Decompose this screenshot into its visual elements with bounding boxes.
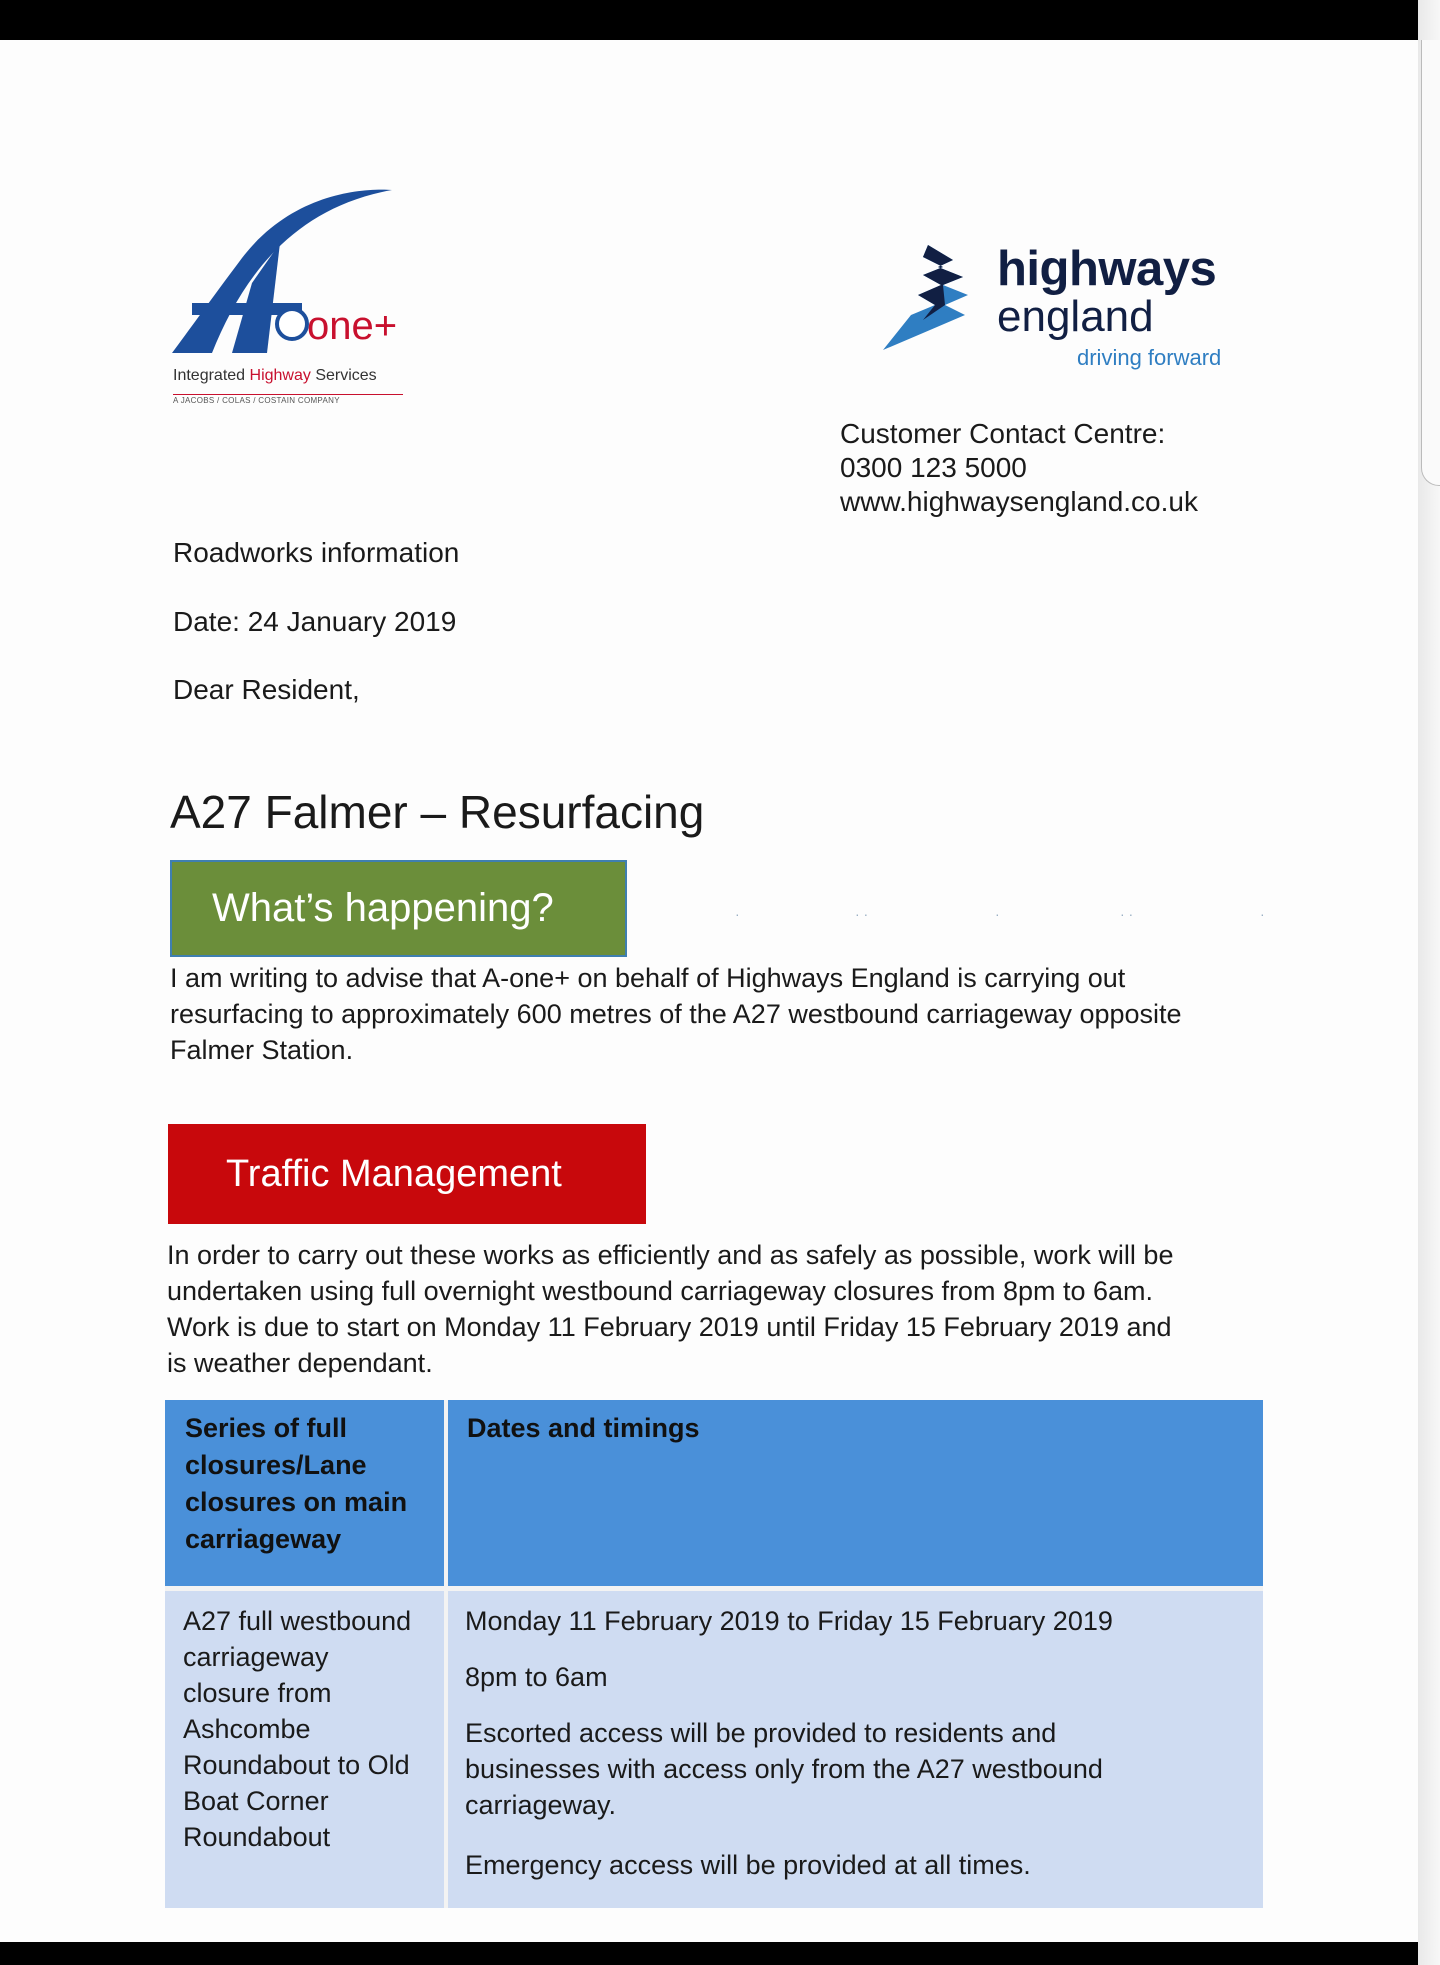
contact-label: Customer Contact Centre: bbox=[840, 418, 1166, 449]
letter-date: Date: 24 January 2019 bbox=[173, 606, 457, 637]
table-header-closures: Series of full closures/Lane closures on main carriageway bbox=[185, 1413, 408, 1554]
letter-type: Roadworks information bbox=[173, 537, 460, 568]
closures-table bbox=[165, 1400, 1263, 1908]
table-header-cell bbox=[165, 1400, 448, 1586]
page-title: A27 Falmer – Resurfacing bbox=[170, 786, 705, 838]
traffic-management-title: Traffic Management bbox=[226, 1152, 562, 1195]
document-page bbox=[0, 40, 1425, 1942]
screen-edge-notch bbox=[1421, 40, 1440, 486]
letter-salutation: Dear Resident, bbox=[173, 674, 360, 705]
table-cell-escort: Escorted access will be provided to residents and businesses with access only from the A27 westbound carriageway. bbox=[465, 1718, 1103, 1820]
aone-wordmark: one+ bbox=[307, 304, 398, 348]
highways-england-logo-icon bbox=[883, 245, 983, 355]
whats-happening-title: What’s happening? bbox=[212, 886, 554, 930]
scan-dot: · · bbox=[1120, 906, 1134, 922]
whats-happening-banner bbox=[170, 860, 627, 957]
table-cell-emergency: Emergency access will be provided at all times. bbox=[465, 1850, 1031, 1880]
traffic-management-banner bbox=[168, 1124, 646, 1224]
highways-england-title: highways bbox=[997, 242, 1217, 296]
table-cell-dates: Monday 11 February 2019 to Friday 15 February 2019 bbox=[465, 1606, 1113, 1636]
highways-england-subtitle: england bbox=[997, 292, 1154, 341]
table-header-cell bbox=[448, 1400, 1263, 1586]
table-header-dates: Dates and timings bbox=[467, 1413, 700, 1443]
contact-phone: 0300 123 5000 bbox=[840, 452, 1027, 483]
aone-tagline: Integrated Highway Services bbox=[173, 367, 377, 384]
highways-england-slogan: driving forward bbox=[1077, 345, 1222, 370]
scan-dot: · bbox=[1260, 906, 1265, 922]
whats-happening-paragraph: I am writing to advise that A-one+ on behalf of Highways England is carrying out resurfacing to approximately 600 metres of the A27 westbound carriageway opposite Falmer Station. bbox=[170, 963, 1182, 1065]
table-row bbox=[448, 1586, 1263, 1908]
scan-dot: · · bbox=[855, 906, 869, 922]
scan-dot: · bbox=[995, 906, 1000, 922]
aone-subtitle: A JACOBS / COLAS / COSTAIN COMPANY bbox=[173, 394, 403, 405]
table-row bbox=[165, 1586, 448, 1908]
contact-block bbox=[840, 417, 1198, 519]
aone-logo-icon bbox=[172, 168, 412, 368]
contact-website: www.highwaysengland.co.uk bbox=[840, 486, 1198, 517]
table-cell-times: 8pm to 6am bbox=[465, 1662, 608, 1692]
scan-dot: · bbox=[735, 906, 740, 922]
table-cell-closure-description: A27 full westbound carriageway closure from Ashcombe Roundabout to Old Boat Corner Roundabout bbox=[183, 1606, 412, 1852]
traffic-management-paragraph: In order to carry out these works as efficiently and as safely as possible, work will be undertaken using full overnight westbound carriageway closures from 8pm to 6am. Work is due to start on Monday 11 February 2019 until Friday 15 February 2019 and is weather dependant. bbox=[167, 1240, 1174, 1378]
